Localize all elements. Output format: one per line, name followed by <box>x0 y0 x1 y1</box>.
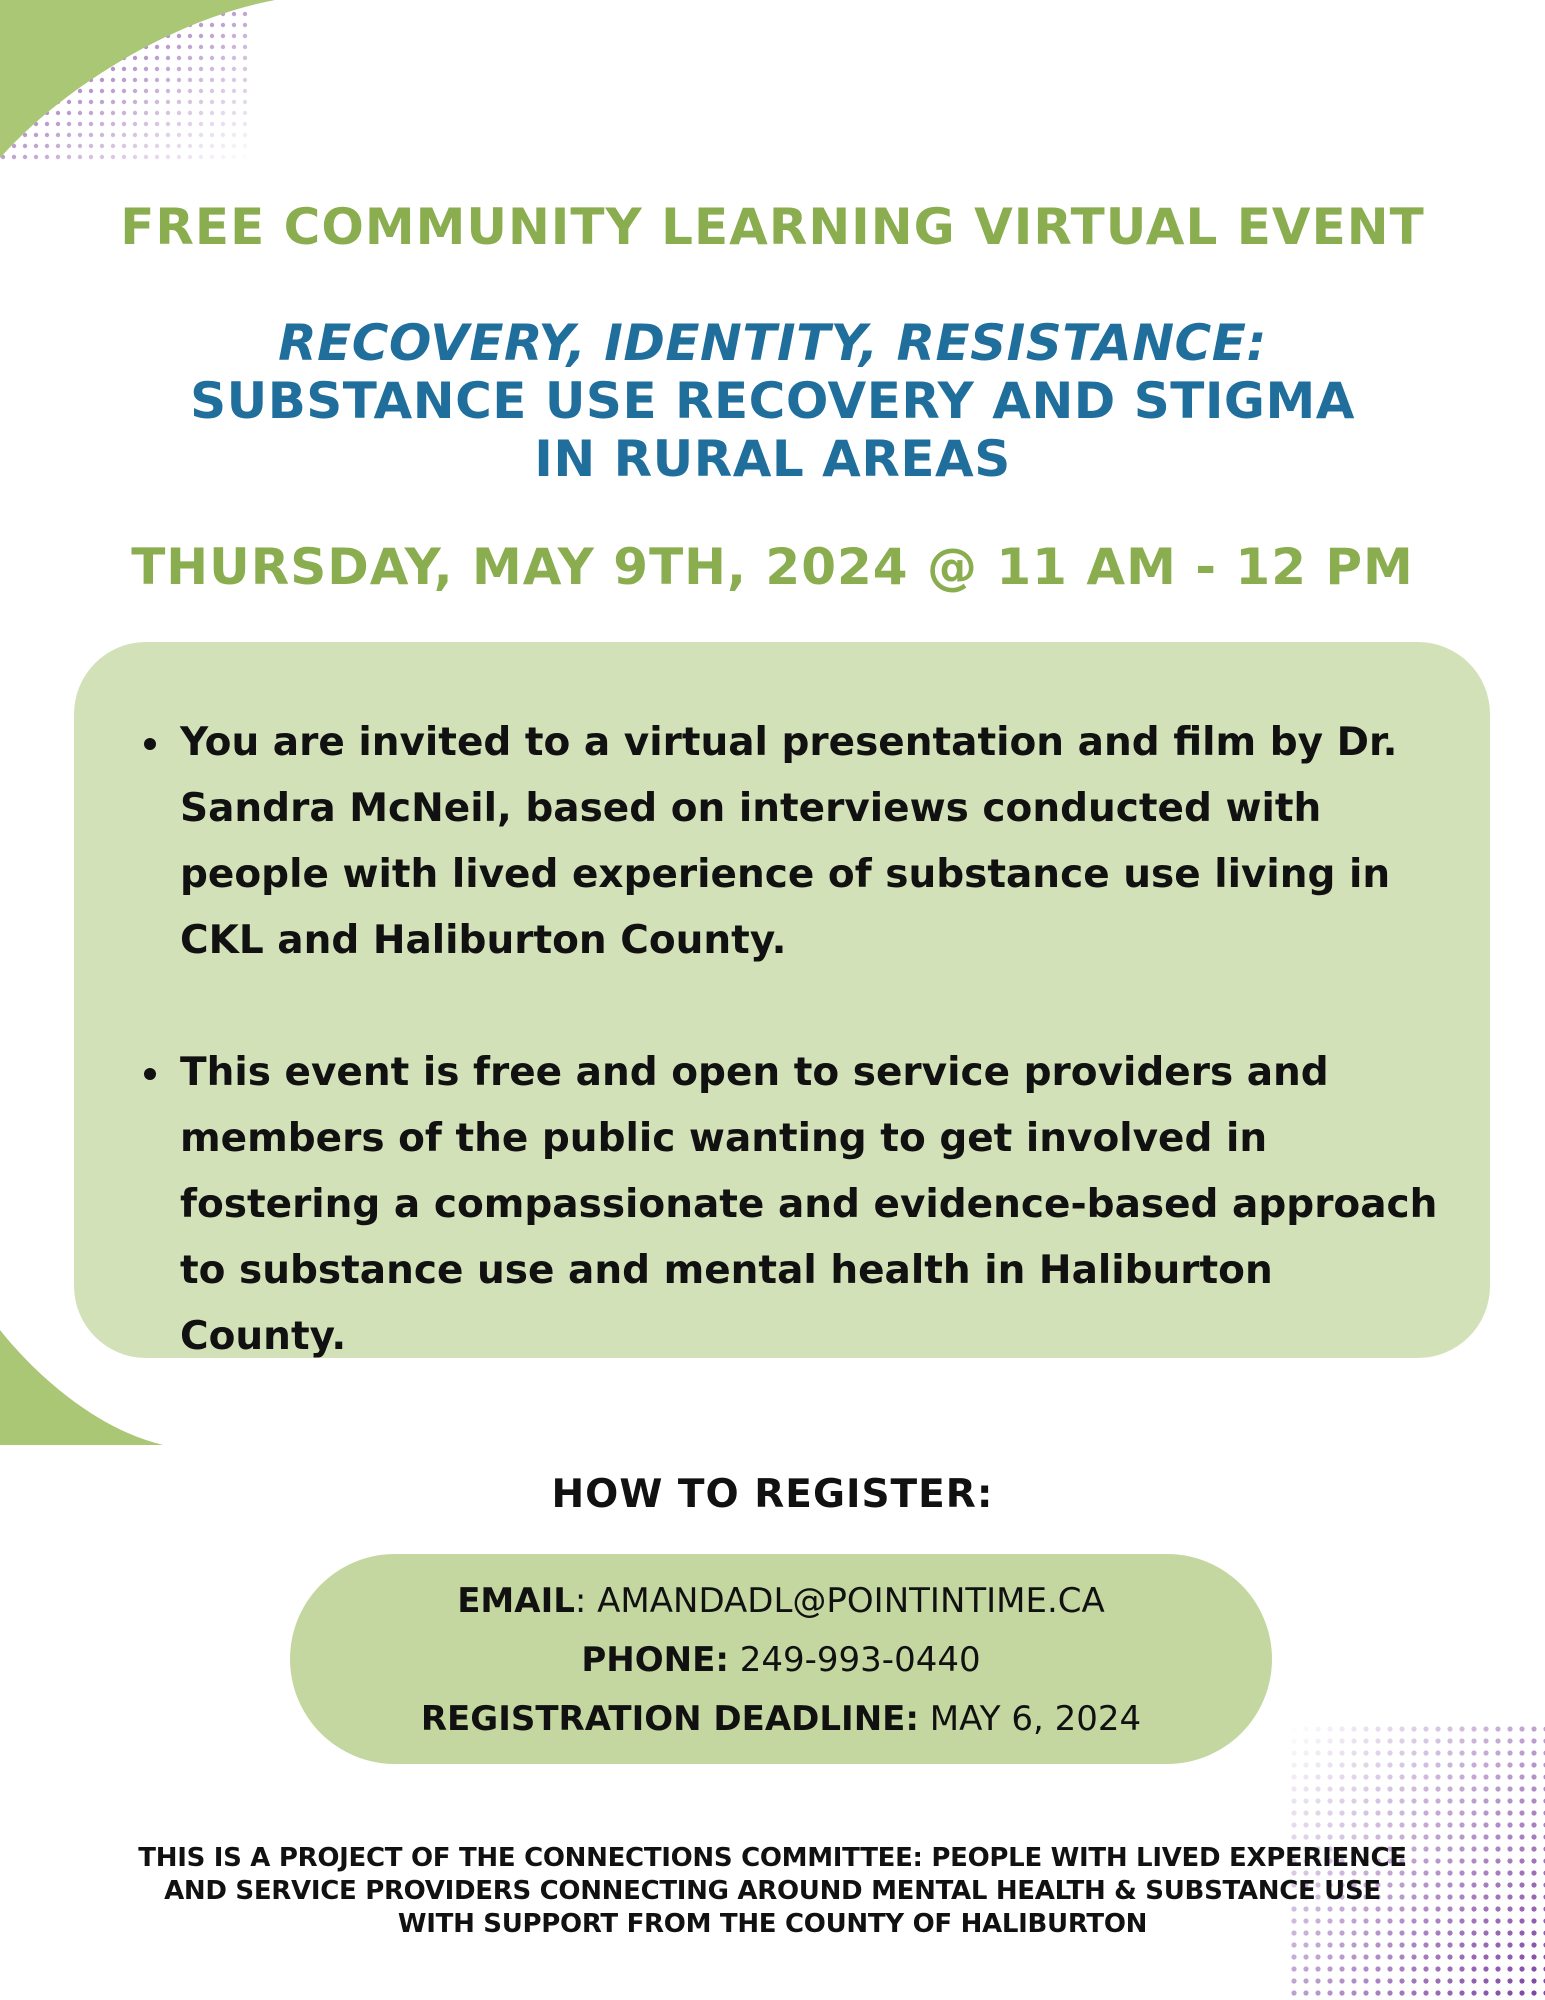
event-title-line-3: IN RURAL AREAS <box>534 430 1011 488</box>
phone-line <box>290 1631 1272 1690</box>
event-date-time: THURSDAY, MAY 9TH, 2024 @ 11 AM - 12 PM <box>131 538 1414 596</box>
details-list <box>180 710 1440 1436</box>
registration-box <box>290 1554 1272 1764</box>
event-title-line-1: RECOVERY, IDENTITY, RESISTANCE: <box>278 314 1267 372</box>
deadline-value: MAY 6, 2024 <box>919 1699 1142 1739</box>
deadline-label: REGISTRATION DEADLINE: <box>420 1699 919 1739</box>
register-heading: HOW TO REGISTER: <box>551 1472 994 1517</box>
footer-line-1: THIS IS A PROJECT OF THE CONNECTIONS COMMITTEE: PEOPLE WITH LIVED EXPERIENCE <box>138 1843 1407 1873</box>
details-bullet-invitation: You are invited to a virtual presentation and film by Dr. Sandra McNeil, based on interviews conducted with people with lived experience of substance use living in CKL and Haliburton County. <box>180 710 1440 974</box>
footer-line-2: AND SERVICE PROVIDERS CONNECTING AROUND MENTAL HEALTH & SUBSTANCE USE <box>164 1876 1381 1906</box>
event-title <box>0 314 1545 488</box>
footer-line-3: WITH SUPPORT FROM THE COUNTY OF HALIBURTON <box>397 1909 1148 1939</box>
phone-number[interactable]: 249-993-0440 <box>728 1640 981 1680</box>
top-left-decoration <box>0 0 290 170</box>
details-box <box>74 642 1490 1358</box>
footer <box>0 1842 1545 1941</box>
email-label: EMAIL <box>457 1581 575 1621</box>
deadline-line <box>290 1690 1272 1749</box>
email-address[interactable]: : AMANDADL@POINTINTIME.CA <box>574 1581 1105 1621</box>
event-type-heading: FREE COMMUNITY LEARNING VIRTUAL EVENT <box>120 198 1425 256</box>
event-title-line-2: SUBSTANCE USE RECOVERY AND STIGMA <box>190 372 1355 430</box>
phone-label: PHONE: <box>581 1640 729 1680</box>
details-bullet-audience: This event is free and open to service providers and members of the public wanting to get involved in fostering a compassionate and evidence-based approach to substance use and mental health in Haliburton County. <box>180 1040 1440 1370</box>
email-line <box>290 1572 1272 1631</box>
